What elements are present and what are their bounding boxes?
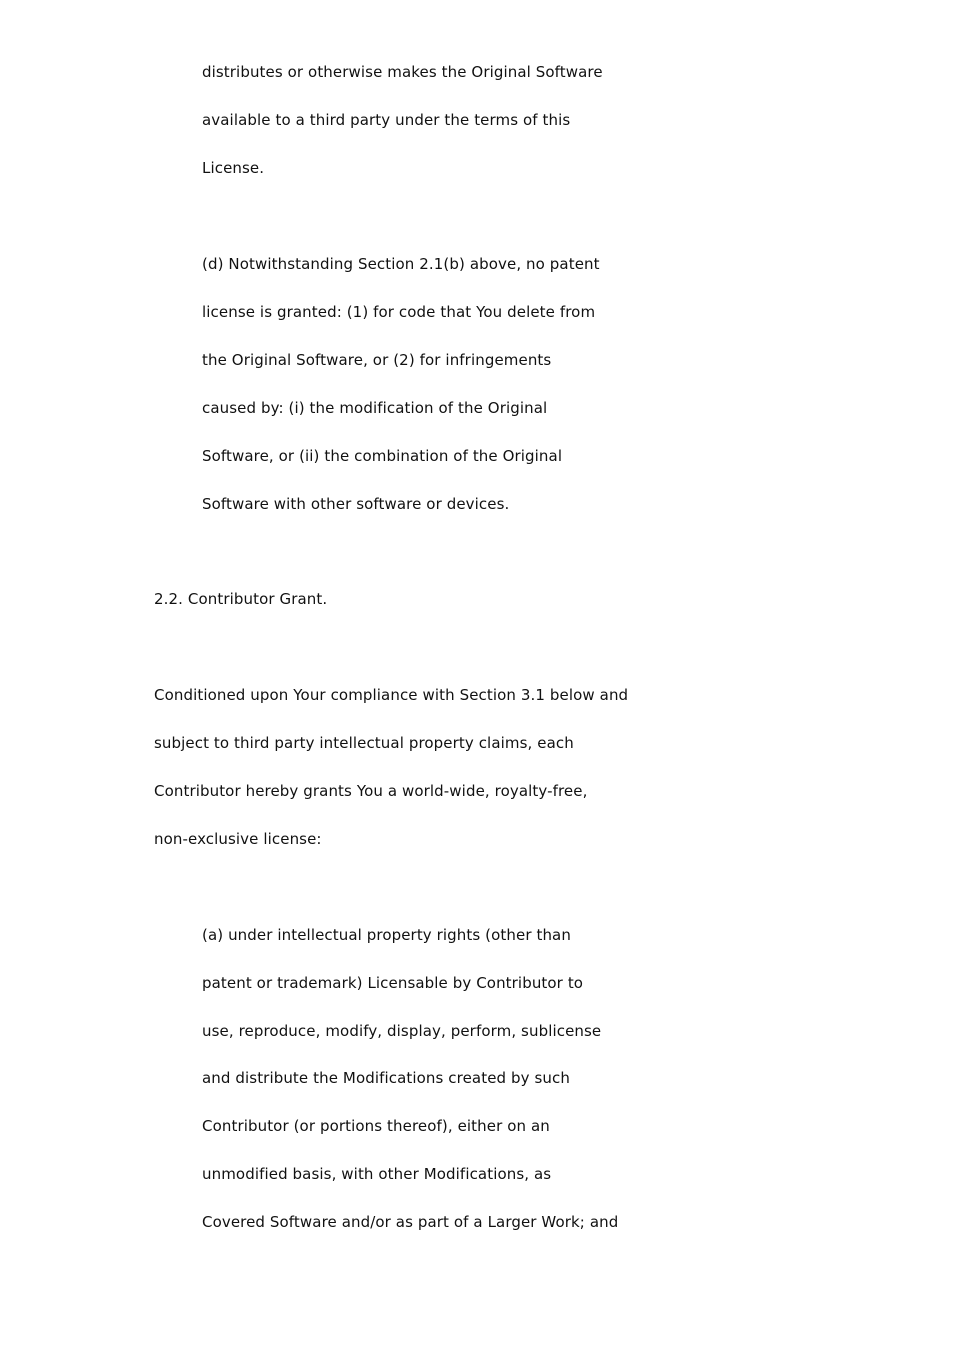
text-line: Conditioned upon Your compliance with Section 3.1 below and (154, 686, 629, 704)
text-line: use, reproduce, modify, display, perform, sublicense (202, 1022, 602, 1040)
text-line: available to a third party under the terms of this (202, 111, 571, 129)
text-line: caused by: (i) the modification of the Original (202, 399, 548, 417)
text-line: License. (202, 159, 265, 177)
text-line: non-exclusive license: (154, 830, 322, 848)
text-line: Covered Software and/or as part of a Larger Work; and (202, 1213, 619, 1231)
text-line: Contributor hereby grants You a world-wide, royalty-free, (154, 782, 588, 800)
text-line: (a) under intellectual property rights (other than (202, 926, 571, 944)
text-line: Contributor (or portions thereof), either on an (202, 1117, 550, 1135)
text-line: and distribute the Modifications created by such (202, 1069, 570, 1087)
text-line: subject to third party intellectual property claims, each (154, 734, 574, 752)
text-line: (d) Notwithstanding Section 2.1(b) above, no patent (202, 255, 600, 273)
section-heading: 2.2. Contributor Grant. (154, 590, 328, 608)
text-line: patent or trademark) Licensable by Contributor to (202, 974, 584, 992)
text-line: unmodified basis, with other Modifications, as (202, 1165, 552, 1183)
text-line: the Original Software, or (2) for infringements (202, 351, 552, 369)
text-line: license is granted: (1) for code that You delete from (202, 303, 596, 321)
text-line: Software with other software or devices. (202, 495, 510, 513)
text-line: distributes or otherwise makes the Original Software (202, 63, 603, 81)
text-line: Software, or (ii) the combination of the Original (202, 447, 563, 465)
